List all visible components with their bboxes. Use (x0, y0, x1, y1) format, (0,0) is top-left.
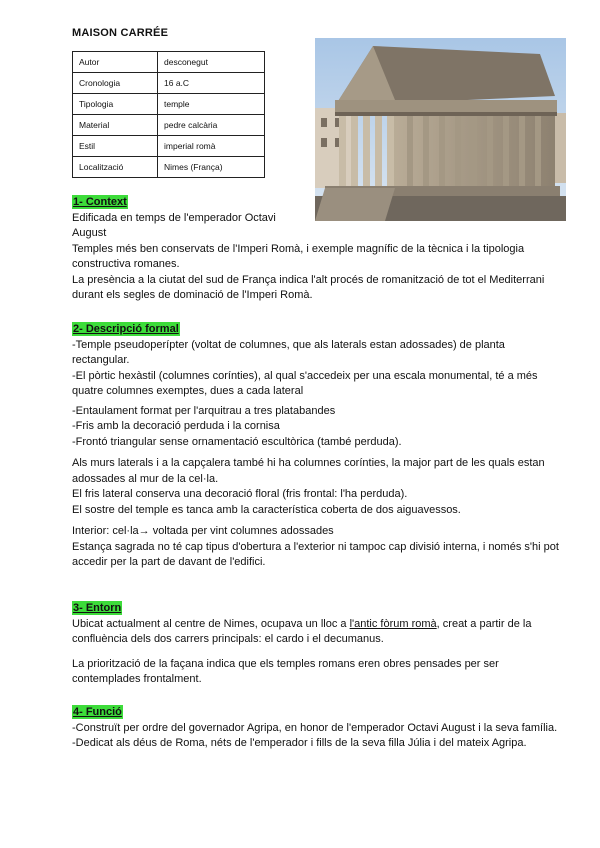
table-row (73, 136, 265, 157)
paragraph: Als murs laterals i a la capçalera també hi ha columnes corínties, la major part de les quals estan adossades al mur de la cel·la. (72, 457, 545, 485)
text-run: , creat a partir de la confluència dels dos carrers principals: el cardo i el decumanus. (72, 617, 532, 645)
section-function (72, 705, 559, 752)
paragraph: August (72, 227, 107, 239)
paragraph: -El pòrtic hexàstil (columnes corínties), al qual s'accedeix per una escala monumental, té a més quatre columnes exemptes, dues a cada lateral (72, 369, 538, 397)
paragraph: -Frontó triangular sense ornamentació escultòrica (també perduda). (72, 435, 402, 448)
table-value: 16 a.C (158, 73, 265, 94)
paragraph: Interior: cel·la→ voltada per vint columnes adossades (72, 525, 334, 537)
temple-illustration (315, 38, 566, 221)
table-key: Cronologia (73, 73, 158, 94)
paragraph (72, 617, 559, 648)
section-heading: 3- Entorn (73, 602, 122, 614)
section-heading: 4- Funció (73, 706, 122, 718)
table-value: desconegut (158, 52, 265, 73)
table-value: imperial romà (158, 136, 265, 157)
table-key: Material (73, 115, 158, 136)
table-value: pedre calcària (158, 115, 265, 136)
table-row (73, 157, 265, 178)
table-value: Nimes (França) (158, 157, 265, 178)
paragraph: -Temple pseudoperípter (voltat de columnes, que als laterals estan adossades) de planta rectangular. (72, 338, 505, 366)
paragraph: La presència a la ciutat del sud de França indica l'alt procés de romanització de tot el Mediterrani durant els segles de dominació de l'Imperi Romà. (72, 273, 545, 301)
table-key: Tipologia (73, 94, 158, 115)
page-title: MAISON CARRÉE (72, 27, 169, 39)
table-value: temple (158, 94, 265, 115)
section-heading: 2- Descripció formal (73, 323, 179, 335)
forum-link[interactable]: l'antic fòrum romà (349, 617, 437, 630)
paragraph: -Construït per ordre del governador Agripa, en honor de l'emperador Octavi August i la seva família. -Dedicat als déus de Roma, néts de l'emperador i fills de la seva filla Júlia i del mateix Agripa. (72, 721, 558, 749)
paragraph: El sostre del temple es tanca amb la característica coberta de dos aiguavessos. (72, 503, 461, 516)
temple-photo (315, 38, 566, 221)
section-surroundings (72, 601, 559, 688)
table-row (73, 115, 265, 136)
table-key: Autor (73, 52, 158, 73)
paragraph: Estança sagrada no té cap tipus d'obertura a l'exterior ni tampoc cap divisió interna, i només s'hi pot accedir per la part de davant de l'edifici. (72, 540, 559, 568)
section-context (72, 195, 559, 304)
table-key: Localització (73, 157, 158, 178)
table-row (73, 52, 265, 73)
info-table (72, 51, 265, 178)
paragraph: -Entaulament format per l'arquitrau a tres platabandes (72, 404, 336, 417)
section-heading: 1- Context (73, 196, 127, 208)
paragraph: Temples més ben conservats de l'Imperi Romà, i exemple magnífic de la tècnica i la tipologia constructiva romanes. (72, 242, 525, 270)
paragraph: Edificada en temps de l'emperador Octavi (72, 211, 276, 224)
text-run: Ubicat actualment al centre de Nimes, ocupava un lloc a (72, 617, 350, 630)
table-row (73, 94, 265, 115)
paragraph: El fris lateral conserva una decoració floral (fris frontal: l'ha perduda). (72, 488, 408, 500)
section-formal-description (72, 322, 559, 571)
table-key: Estil (73, 136, 158, 157)
table-row (73, 73, 265, 94)
paragraph: -Fris amb la decoració perduda i la cornisa (72, 420, 280, 432)
paragraph: La priorització de la façana indica que els temples romans eren obres pensades per ser contemplades frontalment. (72, 657, 499, 685)
